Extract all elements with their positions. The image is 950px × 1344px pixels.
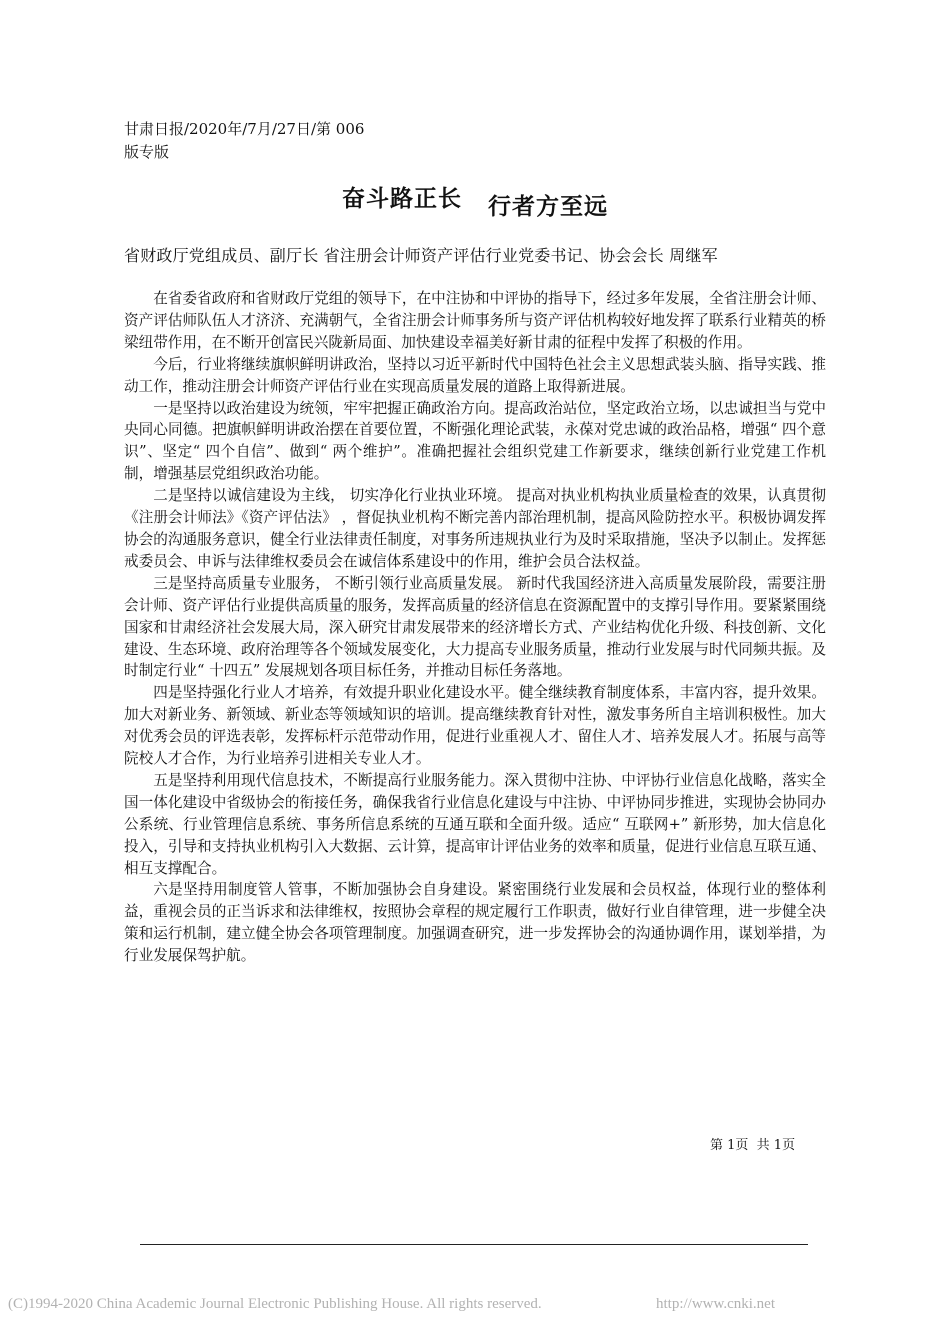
- source-info: [124, 118, 404, 164]
- title-part-1: 奋斗路正长: [342, 186, 462, 212]
- article-body: [124, 288, 826, 967]
- author-byline: 省财政厅党组成员、副厅长 省注册会计师资产评估行业党委书记、协会会长 周继军: [124, 246, 718, 265]
- paragraph-2: 今后，行业将继续旗帜鲜明讲政治，坚持以习近平新时代中国特色社会主义思想武装头脑、指导实践、推动工作，推动注册会计师资产评估行业在实现高质量发展的道路上取得新进展。: [124, 355, 826, 395]
- copyright-text: (C)1994-2020 China Academic Journal Electronic Publishing House. All rights reserved.: [8, 1296, 542, 1312]
- source-line-1: 甘肃日报/2020年/7月/27日/第 006: [124, 120, 365, 138]
- paragraph-5: 三是坚持高质量专业服务， 不断引领行业高质量发展。 新时代我国经济进入高质量发展阶段，需要注册会计师、资产评估行业提供高质量的服务，发挥高质量的经济信息在资源配置中的支撑引导作用。要紧紧围绕国家和甘肃经济社会发展大局，深入研究甘肃发展带来的经济增长方式、产业结构优化升级、科技创新、文化建设、生态环境、政府治理等各个领域发展变化，大力提高专业服务质量，推动行业发展与时代同频共振。及时制定行业“ 十四五” 发展规划各项目标任务，并推动目标任务落地。: [124, 574, 826, 680]
- paragraph-1: 在省委省政府和省财政厅党组的领导下，在中注协和中评协的指导下，经过多年发展，全省注册会计师、资产评估师队伍人才济济、充满朝气，全省注册会计师事务所与资产评估机构较好地发挥了联系行业精英的桥梁纽带作用，在不断开创富民兴陇新局面、加快建设幸福美好新甘肃的征程中发挥了积极的作用。: [124, 290, 826, 351]
- page-number: 第 1页 共 1页: [710, 1138, 796, 1153]
- title-part-2: 行者方至远: [488, 194, 608, 220]
- article-title: [0, 184, 950, 220]
- paragraph-7: 五是坚持利用现代信息技术，不断提高行业服务能力。深入贯彻中注协、中评协行业信息化战略，落实全国一体化建设中省级协会的衔接任务，确保我省行业信息化建设与中注协、中评协同步推进，实现协会协同办公系统、行业管理信息系统、事务所信息系统的互通互联和全面升级。适应“ 互联网+” 新形势，加大信息化投入，引导和支持执业机构引入大数据、云计算，提高审计评估业务的效率和质量，促进行业信息互联互通、相互支撑配合。: [124, 771, 826, 877]
- site-url: http://www.cnki.net: [656, 1296, 776, 1312]
- paragraph-4: 二是坚持以诚信建设为主线， 切实净化行业执业环境。 提高对执业机构执业质量检查的效果，认真贯彻《注册会计师法》《资产评估法》 ，督促执业机构不断完善内部治理机制，提高风险防控水平。积极协调发挥协会的沟通服务意识，健全行业法律责任制度，对事务所违规执业行为及时采取措施，坚决予以制止。发挥惩戒委员会、申诉与法律维权委员会在诚信体系建设中的作用，维护会员合法权益。: [124, 487, 826, 570]
- paragraph-6: 四是坚持强化行业人才培养，有效提升职业化建设水平。健全继续教育制度体系，丰富内容，提升效果。加大对新业务、新领域、新业态等领域知识的培训。提高继续教育针对性，激发事务所自主培训积极性。加大对优秀会员的评选表彰，发挥标杆示范带动作用，促进行业重视人才、留住人才、培养发展人才。拓展与高等院校人才合作，为行业培养引进相关专业人才。: [124, 684, 826, 768]
- paragraph-3: 一是坚持以政治建设为统领，牢牢把握正确政治方向。提高政治站位，坚定政治立场，以忠诚担当与党中央同心同德。把旗帜鲜明讲政治摆在首要位置，不断强化理论武装，永葆对党忠诚的政治品格，增强“ 四个意识”、坚定“ 四个自信”、做到“ 两个维护”。准确把握社会组织党建工作新要求，继续创新行业党建工作机制，增强基层党组织政治功能。: [124, 399, 826, 483]
- source-line-2: 版专版: [124, 143, 170, 161]
- footer-divider: [140, 1244, 808, 1245]
- paragraph-8: 六是坚持用制度管人管事，不断加强协会自身建设。紧密围绕行业发展和会员权益，体现行业的整体利益，重视会员的正当诉求和法律维权，按照协会章程的规定履行工作职责，做好行业自律管理，进一步健全决策和运行机制，建立健全协会各项管理制度。加强调查研究，进一步发挥协会的沟通协调作用，谋划举措，为行业发展保驾护航。: [124, 881, 826, 965]
